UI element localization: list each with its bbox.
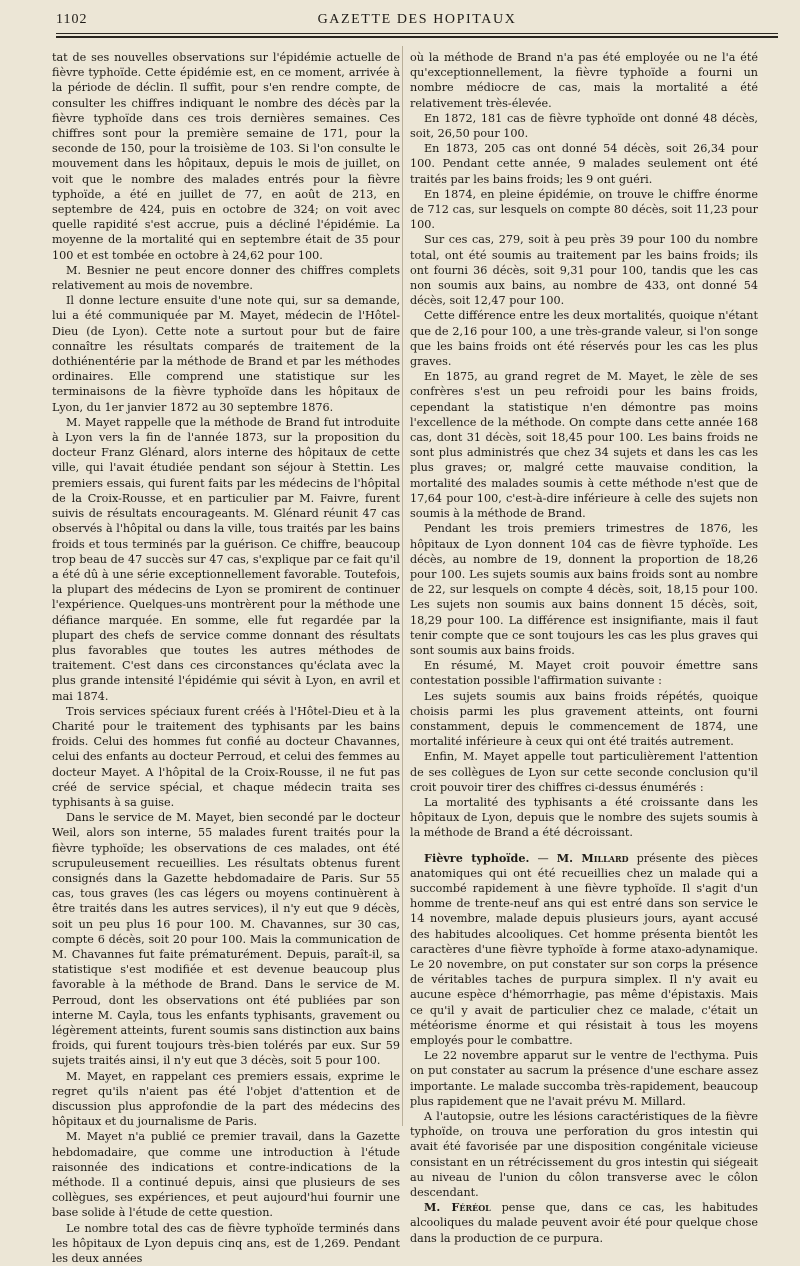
paragraph: En résumé, M. Mayet croit pouvoir émettre sans contestation possible l'affirmation suivante : — [410, 659, 758, 688]
paragraph: En 1872, 181 cas de fièvre typhoïde ont donné 48 décès, soit, 26,50 pour 100. — [410, 111, 758, 141]
page-number: 1102 — [56, 12, 88, 27]
paragraph: Pendant les trois premiers trimestres de 1876, les hôpitaux de Lyon donnent 104 cas de fièvre typhoïde. Les décès, au nombre de 19, donnent la proportion de 18,26 pour 100. Les sujets soumis aux bains froids sont au nombre de 22, sur lesquels on compte 4 décès, soit, 18,15 pour 100. Les sujets non soumis aux bains donnent 15 décès, soit, 18,29 pour 100. La différence est insignifiante, mais il faut tenir compte que ce sont toujours les cas les plus graves qui sont soumis aux bains froids. — [410, 522, 758, 657]
right-column — [410, 50, 759, 1245]
page-header — [56, 12, 778, 34]
header-rule-double — [56, 36, 778, 38]
paragraph-text: présente des pièces anatomiques qui ont été recueillies chez un malade qui a succombé rapidement à une fièvre typhoïde. Il s'agit d'un homme de trente-neuf ans qui est entré dans son service le 14 novembre, malade depuis plusieurs jours, ayant accusé des habitudes alcooliques. Cet homme présenta bientôt les caractères d'une fièvre typhoïde à forme ataxo-adynamique. Le 20 novembre, on put constater sur son corps la présence de véritables taches de purpura simplex. Il n'y avait eu aucune espèce d'hémorrhagie, pas même d'épistaxis. Mais ce qu'il y avait de particulier chez ce malade, c'était un météorisme énorme et qui résistait à tous les moyens employés pour le combattre. — [410, 851, 759, 1047]
paragraph: Le 22 novembre apparut sur le ventre de l'ecthyma. Puis on put constater au sacrum la présence d'une eschare assez importante. Le malade succomba très-rapidement, beaucoup plus rapidement que ne l'avait prévu M. Millard. — [410, 1049, 758, 1108]
author-name: M. Millard — [556, 850, 629, 865]
paragraph-text: pense que, dans ce cas, les habitudes alcooliques du malade peuvent avoir été pour quelque chose dans la production de ce purpura. — [410, 1201, 758, 1245]
left-column — [52, 50, 400, 1266]
paragraph: Le nombre total des cas de fièvre typhoïde terminés dans les hôpitaux de Lyon depuis cinq ans, est de 1,269. Pendant les deux années — [52, 1221, 400, 1266]
paragraph: M. Mayet n'a publié ce premier travail, dans la Gazette hebdomadaire, que comme une introduction à l'étude raisonnée des indications et contre-indications de la méthode. Il a continué depuis, ainsi que plusieurs de ses collègues, ses expériences, et peut aujourd'hui fournir une base solide à l'étude de cette question. — [52, 1130, 400, 1220]
ferreol-paragraph — [410, 1200, 758, 1246]
paragraph: Trois services spéciaux furent créés à l'Hôtel-Dieu et à la Charité pour le traitement des typhisants par les bains froids. Celui des hommes fut confié au docteur Chavannes, celui des enfants au docteur Perroud, et celui des femmes au docteur Mayet. A l'hôpital de la Croix-Rousse, il ne fut pas créé de service spécial, et chaque médecin traita ses typhisants à sa guise. — [52, 704, 400, 809]
paragraph: M. Besnier ne peut encore donner des chiffres complets relativement au mois de novembre. — [52, 263, 400, 293]
paragraph: Sur ces cas, 279, soit à peu près 39 pour 100 du nombre total, ont été soumis au traitement par les bains froids; ils ont fourni 36 décès, soit 9,31 pour 100, tandis que les cas non soumis aux bains, au nombre de 433, ont donné 54 décès, soit 12,47 pour 100. — [410, 233, 758, 308]
paragraph: La mortalité des typhisants a été croissante dans les hôpitaux de Lyon, depuis que le nombre des sujets soumis à la méthode de Brand a été décroissant. — [410, 795, 758, 840]
column-divider — [402, 46, 403, 1126]
paragraph: En 1875, au grand regret de M. Mayet, le zèle de ses confrères s'est un peu refroidi pour les bains froids, cependant la statistique n'en démontre pas moins l'excellence de la méthode. On compte dans cette année 168 cas, dont 31 décès, soit 18,45 pour 100. Les bains froids ne sont plus administrés que chez 34 sujets et dans les cas les plus graves; or, malgré cette mauvaise condition, la mortalité des malades soumis à cette méthode n'est que de 17,64 pour 100, c'est-à-dire inférieure à celle des sujets non soumis à la méthode de Brand. — [410, 370, 758, 521]
journal-title: GAZETTE DES HOPITAUX — [317, 12, 517, 27]
paragraph: En 1873, 205 cas ont donné 54 décès, soit 26,34 pour 100. Pendant cette année, 9 malades seulement ont été traités par les bains froids; les 9 ont guéri. — [410, 142, 758, 186]
paragraph: M. Mayet, en rappelant ces premiers essais, exprime le regret qu'ils n'aient pas été l'objet d'attention et de discussion plus approfondie de la part des médecins des hôpitaux et du journalisme de Paris. — [52, 1069, 400, 1129]
heading-dash: — — [537, 851, 549, 865]
paragraph: En 1874, en pleine épidémie, on trouve le chiffre énorme de 712 cas, sur lesquels on compte 80 décès, soit 11,23 pour 100. — [410, 187, 758, 232]
paragraph: A l'autopsie, outre les lésions caractéristiques de la fièvre typhoïde, on trouva une perforation du gros intestin qui avait été favorisée par une disposition congénitale vicieuse consistant en un rétrécissement du gros intestin qui siégeait au niveau de l'union du côlon transverse avec le côlon descendant. — [410, 1110, 758, 1200]
paragraph: M. Mayet rappelle que la méthode de Brand fut introduite à Lyon vers la fin de l'année 1873, sur la proposition du docteur Franz Glénard, alors interne des hôpitaux de cette ville, qui l'avait étudiée pendant son séjour à Stettin. Les premiers essais, qui furent faits par les médecins de l'hôpital de la Croix-Rousse, et en particulier par M. Faivre, furent suivis de résultats encourageants. M. Glénard réunit 47 cas observés à l'hôpital ou dans la ville, tous traités par les bains froids et tous terminés par la guérison. Ce chiffre, beaucoup trop beau de 47 succès sur 47 cas, s'explique par ce fait qu'il a été dû à une série exceptionnellement favorable. Toutefois, la plupart des médecins de Lyon se promirent de continuer l'expérience. Quelques-uns montrèrent pour la méthode une défiance marquée. En somme, elle fut regardée par la plupart des chefs de service comme donnant des résultats plus favorables que toutes les autres méthodes de traitement. C'est dans ces circonstances qu'éclata avec la plus grande intensité l'épidémie qui sévit à Lyon, en avril et mai 1874. — [52, 415, 400, 703]
paragraph: Dans le service de M. Mayet, bien secondé par le docteur Weil, alors son interne, 55 malades furent traités pour la fièvre typhoïde; les observations de ces malades, ont été scrupuleusement recueillies. Les résultats obtenus furent consignés dans la Gazette hebdomadaire de Paris. Sur 55 cas, tous graves (les cas légers ou moyens continuèrent à être traités dans les autres services), il n'y eut que 9 décès, soit un peu plus 16 pour 100. M. Chavannes, sur 30 cas, compte 6 décès, soit 20 pour 100. Mais la communication de M. Chavannes fut faite prématurément. Depuis, paraît-il, sa statistique s'est modifiée et est devenue beaucoup plus favorable à la méthode de Brand. Dans le service de M. Perroud, dont les observations ont été publiées par son interne M. Cayla, tous les enfants typhisants, gravement ou légèrement atteints, furent soumis sans distinction aux bains froids, qui furent toujours très-bien tolérés par eux. Sur 59 sujets traités ainsi, il n'y eut que 3 décès, soit 5 pour 100. — [52, 811, 400, 1068]
author-name: M. Féréol — [424, 1200, 491, 1215]
paragraph: Il donne lecture ensuite d'une note qui, sur sa demande, lui a été communiquée par M. Mayet, médecin de l'Hôtel-Dieu (de Lyon). Cette note a surtout pour but de faire connaître les résultats comparés de traitement de la dothiénentérie par la méthode de Brand et par les méthodes ordinaires. Elle comprend une statistique sur les terminaisons de la fièvre typhoïde dans les hôpitaux de Lyon, du 1er janvier 1872 au 30 septembre 1876. — [52, 294, 400, 414]
fievre-section-intro — [410, 851, 758, 1049]
section-heading: Fièvre typhoïde. — [424, 850, 530, 865]
paragraph: Les sujets soumis aux bains froids répétés, quoique choisis parmi les plus gravement atteints, ont fourni constamment, depuis le commencement de 1874, une mortalité inférieure à ceux qui ont été traités autrement. — [410, 689, 758, 749]
header-rule — [56, 33, 778, 34]
paragraph: Cette différence entre les deux mortalités, quoique n'étant que de 2,16 pour 100, a une très-grande valeur, si l'on songe que les bains froids ont été réservés pour les cas les plus graves. — [410, 309, 758, 369]
paragraph: où la méthode de Brand n'a pas été employée ou ne l'a été qu'exceptionnellement, la fièvre typhoïde a fourni un nombre médiocre de cas, mais la mortalité a été relativement très-élevée. — [410, 51, 758, 110]
paragraph: tat de ses nouvelles observations sur l'épidémie actuelle de fièvre typhoïde. Cette épidémie est, en ce moment, arrivée à la période de déclin. Il suffit, pour s'en rendre compte, de consulter les chiffres indiquant le nombre des décès par la fièvre typhoïde dans ces trois dernières semaines. Ces chiffres sont pour la première semaine de 171, pour la seconde de 150, pour la troisième de 103. Si l'on consulte le mouvement dans les hôpitaux, depuis le mois de juillet, on voit que le nombre des malades entrés pour la fièvre typhoïde, a été en juillet de 77, en août de 213, en septembre de 424, puis en octobre de 324; on voit avec quelle rapidité s'est accrue, puis a décliné l'épidémie. La moyenne de la mortalité qui en septembre était de 35 pour 100 et est tombée en octobre à 24,62 pour 100. — [52, 51, 400, 262]
paragraph: Enfin, M. Mayet appelle tout particulièrement l'attention de ses collègues de Lyon sur cette seconde conclusion qu'il croit pouvoir tirer des chiffres ci-dessus énumérés : — [410, 750, 758, 794]
